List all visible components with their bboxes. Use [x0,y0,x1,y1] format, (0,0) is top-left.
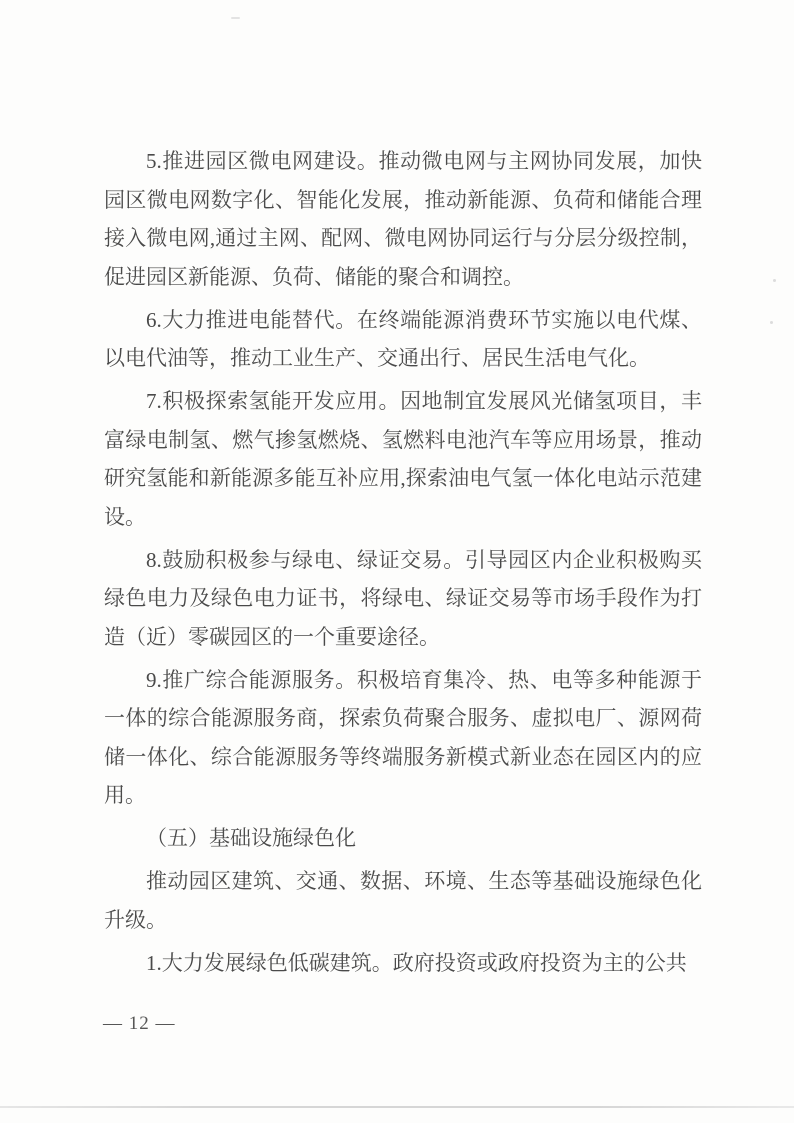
scan-artifact-speck [231,17,240,19]
paragraph-item-8: 8.鼓励积极参与绿电、绿证交易。引导园区内企业积极购买绿色电力及绿色电力证书，将绿电、绿证交易等市场手段作为打造（近）零碳园区的一个重要途径。 [104,547,702,649]
section-intro-paragraph: 推动园区建筑、交通、数据、环境、生态等基础设施绿色化升级。 [104,869,702,932]
scan-artifact-speck [770,321,773,324]
paragraph-item-9: 9.推广综合能源服务。积极培育集冷、热、电等多种能源于一体的综合能源服务商，探索负荷聚合服务、虚拟电厂、源网荷储一体化、综合能源服务等终端服务新模式新业态在园区内的应用。 [104,667,702,807]
page-number: — 12 — [103,1013,176,1034]
scan-artifact-speck [773,279,776,282]
paragraph-item-1-green-buildings: 1.大力发展绿色低碳建筑。政府投资或政府投资为主的公共 [146,950,687,975]
document-body [104,142,702,982]
paragraph-item-7: 7.积极探索氢能开发应用。因地制宜发展风光储氢项目，丰富绿电制氢、燃气掺氢燃烧、氢燃料电池汽车等应用场景，推动研究氢能和新能源多能互补应用,探索油电气氢一体化电站示范建设。 [104,389,702,529]
paragraph-item-6: 6.大力推进电能替代。在终端能源消费环节实施以电代煤、以电代油等，推动工业生产、交通出行、居民生活电气化。 [104,307,702,370]
paragraph-item-5: 5.推进园区微电网建设。推动微电网与主网协同发展，加快园区微电网数字化、智能化发展，推动新能源、负荷和储能合理接入微电网,通过主网、配网、微电网协同运行与分层分级控制，促进园区新能源、负荷、储能的聚合和调控。 [104,149,702,289]
scanned-page-edge [0,1106,794,1108]
section-heading-5-infrastructure: （五）基础设施绿色化 [146,826,356,850]
